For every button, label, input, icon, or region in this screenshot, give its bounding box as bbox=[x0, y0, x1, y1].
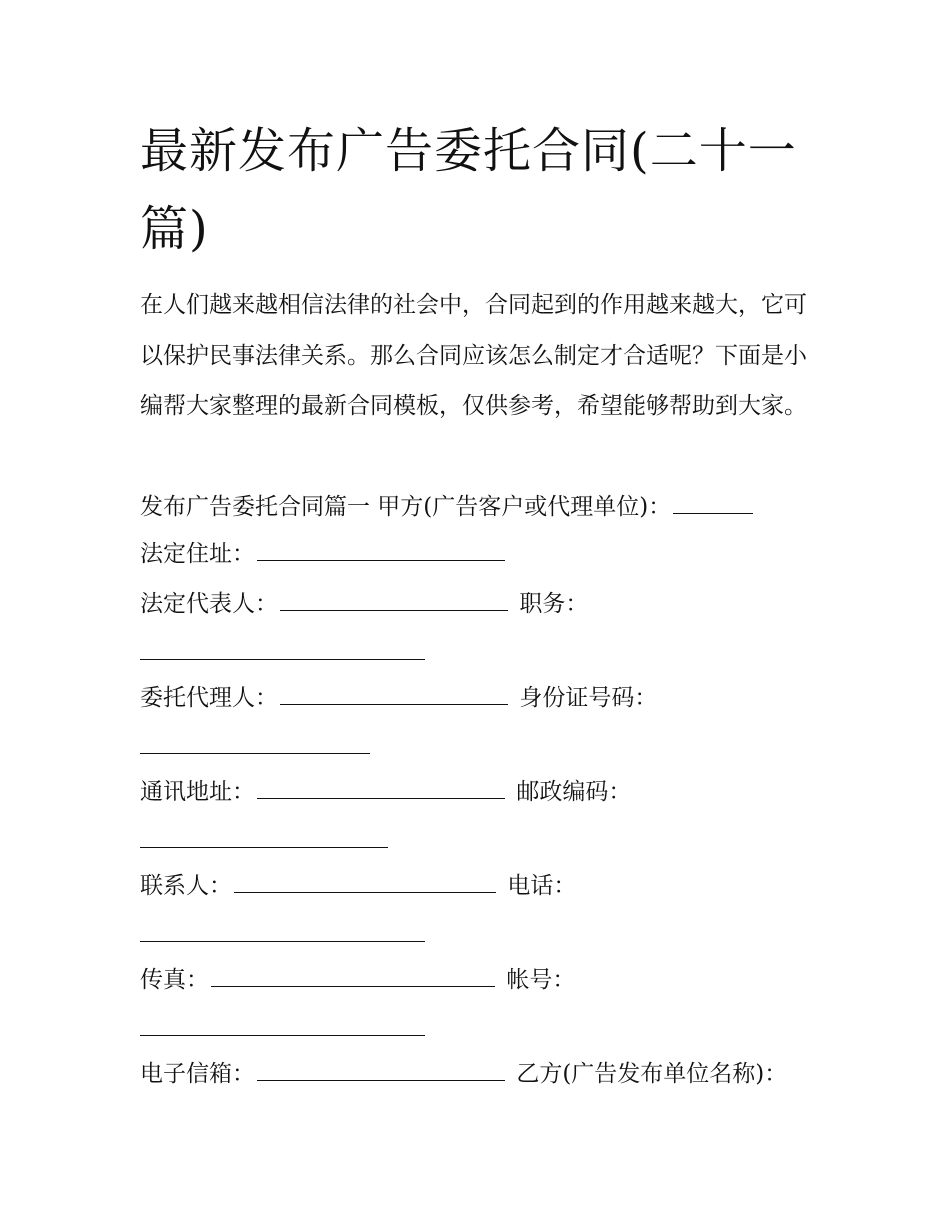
fax-line bbox=[140, 960, 575, 1000]
party-a-blank bbox=[673, 512, 753, 514]
legal-address-blank bbox=[257, 559, 505, 561]
party-b-label: 乙方(广告发布单位名称)： bbox=[516, 1061, 788, 1087]
legal-address-line bbox=[140, 534, 509, 574]
legal-rep-label: 法定代表人： bbox=[140, 591, 278, 617]
account-label: 帐号： bbox=[506, 967, 576, 993]
agent-blank bbox=[280, 703, 508, 705]
position-blank bbox=[140, 658, 425, 660]
fax-label: 传真： bbox=[140, 967, 209, 993]
contact-line bbox=[140, 866, 576, 906]
phone-label: 电话： bbox=[507, 873, 577, 899]
id-number-label: 身份证号码： bbox=[519, 685, 658, 711]
email-line bbox=[140, 1054, 787, 1094]
party-a-line bbox=[140, 487, 757, 527]
mail-address-label: 通讯地址： bbox=[140, 779, 255, 805]
legal-rep-blank bbox=[280, 609, 508, 611]
intro-paragraph: 在人们越来越相信法律的社会中，合同起到的作用越来越大，它可以保护民事法律关系。那么合同应该怎么制定才合适呢？下面是小编帮大家整理的最新合同模板，仅供参考，希望能够帮助到大家。 bbox=[140, 292, 807, 419]
party-a-label: 发布广告委托合同篇一 甲方(广告客户或代理单位)： bbox=[140, 494, 672, 520]
agent-label: 委托代理人： bbox=[140, 685, 278, 711]
fax-blank bbox=[211, 985, 495, 987]
agent-line bbox=[140, 678, 657, 718]
id-number-blank bbox=[140, 752, 370, 754]
position-label: 职务： bbox=[519, 591, 589, 617]
phone-blank bbox=[140, 940, 425, 942]
legal-rep-line bbox=[140, 584, 588, 624]
legal-address-label: 法定住址： bbox=[140, 541, 255, 567]
account-blank bbox=[140, 1034, 425, 1036]
postcode-blank bbox=[140, 846, 388, 848]
email-blank bbox=[257, 1079, 505, 1081]
mail-address-blank bbox=[257, 797, 505, 799]
contact-blank bbox=[234, 891, 496, 893]
mail-address-line bbox=[140, 772, 631, 812]
contact-label: 联系人： bbox=[140, 873, 232, 899]
postcode-label: 邮政编码： bbox=[516, 779, 632, 805]
email-label: 电子信箱： bbox=[140, 1061, 255, 1087]
document-title: 最新发布广告委托合同(二十一篇) bbox=[140, 123, 797, 257]
